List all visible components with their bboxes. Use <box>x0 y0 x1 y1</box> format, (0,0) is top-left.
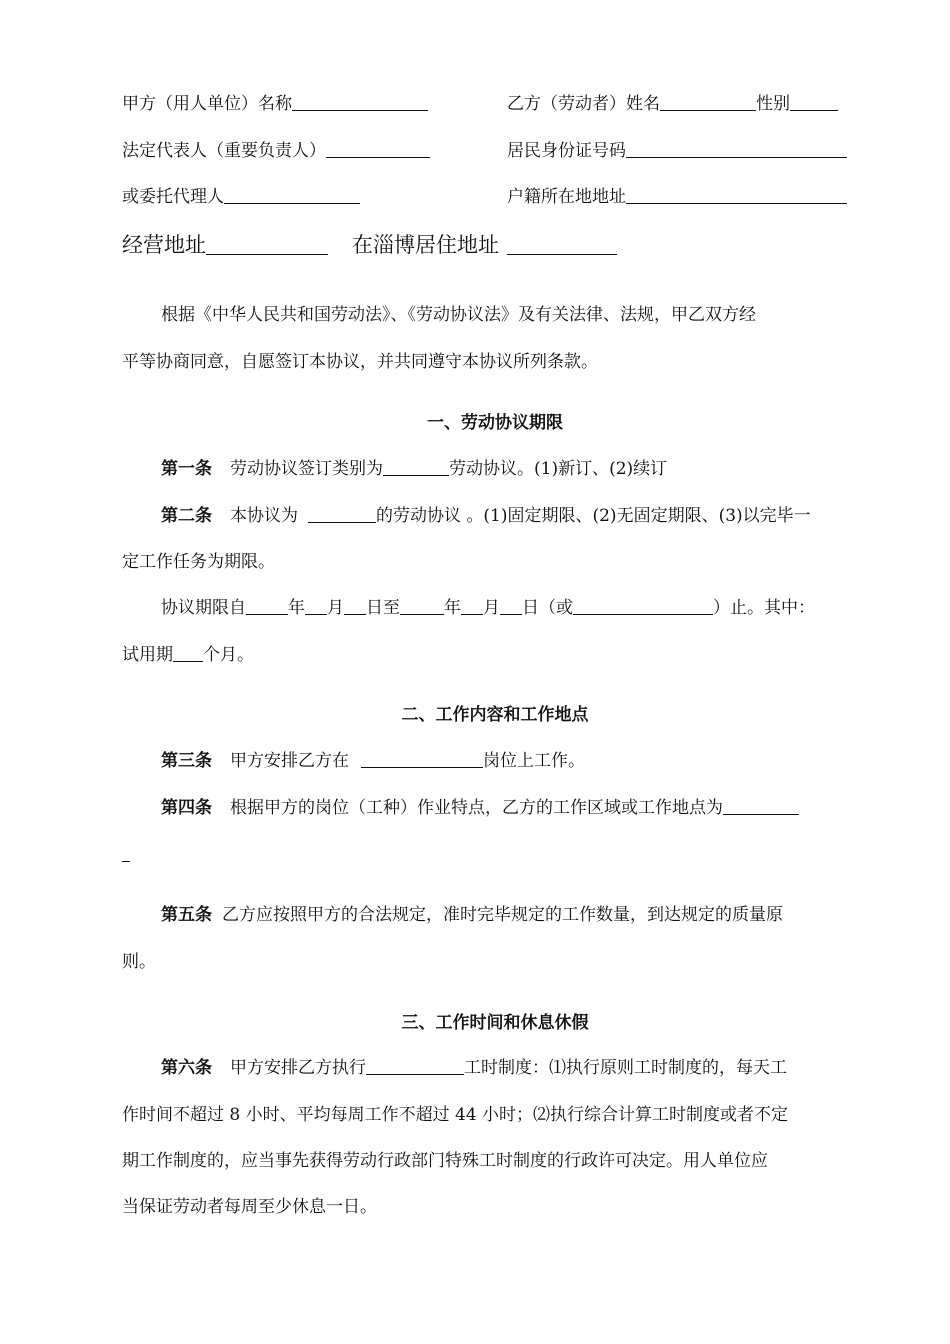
address-row <box>122 232 617 258</box>
party-b-name-field <box>507 94 838 114</box>
gender-label: 性别 <box>756 94 790 114</box>
zibo-addr-label: 在淄博居住地址 <box>352 233 499 257</box>
article-4-blank-cont <box>122 861 130 862</box>
probation-line <box>122 645 254 665</box>
business-addr-label: 经营地址 <box>122 233 206 257</box>
section-3-title: 三、工作时间和休息休假 <box>401 1013 589 1033</box>
probation-blank <box>173 645 203 662</box>
legal-rep-field <box>122 141 430 161</box>
section-2-title: 二、工作内容和工作地点 <box>401 705 589 725</box>
term-line <box>161 598 815 618</box>
term-month-label-2: 月 <box>483 598 500 618</box>
article-2-blank <box>308 506 376 523</box>
term-to-label: 日至 <box>366 598 400 618</box>
article-3-text-b: 岗位上工作。 <box>483 751 585 771</box>
party-b-name-blank <box>660 94 756 111</box>
article-1-text-a: 劳动协议签订类别为 <box>230 459 383 479</box>
zibo-addr-blank <box>507 234 617 255</box>
article-2-text-a: 本协议为 <box>230 506 298 526</box>
party-a-name-label: 甲方（用人单位）名称 <box>122 94 292 114</box>
business-addr-blank <box>206 234 328 255</box>
intro-line-2: 平等协商同意，自愿签订本协议，并共同遵守本协议所列条款。 <box>122 352 598 372</box>
term-start-year-blank <box>246 598 288 615</box>
probation-unit: 个月。 <box>203 645 254 665</box>
party-a-name-blank <box>292 94 428 111</box>
article-5 <box>161 905 783 925</box>
article-6 <box>161 1058 787 1078</box>
id-number-label: 居民身份证号码 <box>507 141 626 161</box>
term-year-label: 年 <box>288 598 305 618</box>
article-3-blank <box>361 751 483 768</box>
article-2-text-b: 的劳动协议 。(1)固定期限、(2)无固定期限、(3)以完毕一 <box>376 506 811 526</box>
id-number-blank <box>626 141 847 158</box>
article-3-label: 第三条 <box>161 751 212 771</box>
agent-blank <box>224 187 360 204</box>
term-alt-blank <box>573 598 713 615</box>
household-field <box>507 187 847 207</box>
article-1-label: 第一条 <box>161 459 212 479</box>
article-2-label: 第二条 <box>161 506 212 526</box>
article-6-line-3: 期工作制度的，应当事先获得劳动行政部门特殊工时制度的行政许可决定。用人单位应 <box>122 1151 768 1171</box>
household-label: 户籍所在地地址 <box>507 187 626 207</box>
article-6-line-4: 当保证劳动者每周至少休息一日。 <box>122 1197 377 1217</box>
term-start-month-blank <box>305 598 327 615</box>
legal-rep-blank <box>326 141 430 158</box>
probation-label: 试用期 <box>122 645 173 665</box>
agent-field <box>122 187 360 207</box>
term-year-label-2: 年 <box>444 598 461 618</box>
article-1-blank <box>383 459 449 476</box>
article-5-cont: 则。 <box>122 952 156 972</box>
article-5-label: 第五条 <box>161 905 212 925</box>
article-3 <box>161 751 585 771</box>
party-a-name-field <box>122 94 428 114</box>
article-6-text-b: 工时制度：⑴执行原则工时制度的，每天工 <box>464 1058 787 1078</box>
article-1-text-b: 劳动协议。(1)新订、(2)续订 <box>449 459 668 479</box>
gender-blank <box>790 94 838 111</box>
legal-rep-label: 法定代表人（重要负责人） <box>122 141 326 161</box>
term-or-label: 日（或 <box>522 598 573 618</box>
article-3-text-a: 甲方安排乙方在 <box>230 751 349 771</box>
term-end-month-blank <box>461 598 483 615</box>
article-6-blank <box>366 1058 464 1075</box>
article-2-cont: 定工作任务为期限。 <box>122 552 275 572</box>
term-end-label: ）止。其中： <box>713 598 815 618</box>
household-blank <box>626 187 847 204</box>
article-4-text-a: 根据甲方的岗位（工种）作业特点，乙方的工作区域或工作地点为 <box>230 798 723 818</box>
section-1-title: 一、劳动协议期限 <box>427 413 563 433</box>
agent-label: 或委托代理人 <box>122 187 224 207</box>
term-end-year-blank <box>400 598 444 615</box>
term-start-day-blank <box>344 598 366 615</box>
article-4-blank <box>723 798 799 815</box>
term-month-label: 月 <box>327 598 344 618</box>
term-end-day-blank <box>500 598 522 615</box>
id-number-field <box>507 141 847 161</box>
article-5-text-a: 乙方应按照甲方的合法规定，准时完毕规定的工作数量，到达规定的质量原 <box>222 905 783 925</box>
article-4-label: 第四条 <box>161 798 212 818</box>
article-2 <box>161 506 811 526</box>
article-4 <box>161 798 799 818</box>
article-6-text-a: 甲方安排乙方执行 <box>230 1058 366 1078</box>
article-1 <box>161 459 667 479</box>
term-from-label: 协议期限自 <box>161 598 246 618</box>
party-b-name-label: 乙方（劳动者）姓名 <box>507 94 660 114</box>
article-6-line-2: 作时间不超过 8 小时、平均每周工作不超过 44 小时；⑵执行综合计算工时制度或者不定 <box>122 1105 789 1125</box>
article-6-label: 第六条 <box>161 1058 212 1078</box>
intro-line-1: 根据《中华人民共和国劳动法》、《劳动协议法》及有关法律、法规，甲乙双方经 <box>161 305 756 325</box>
